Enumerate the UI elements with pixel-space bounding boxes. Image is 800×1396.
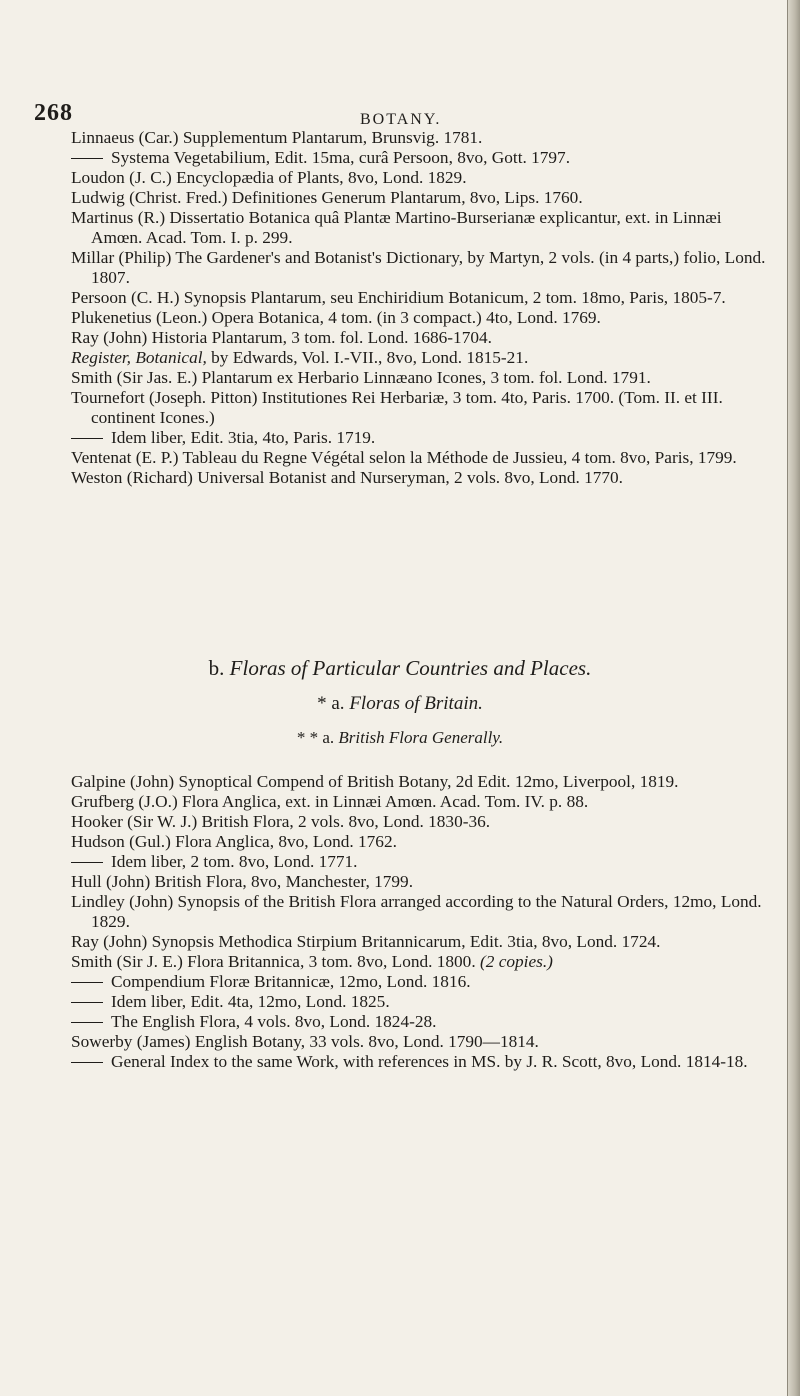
- entry-text: Smith (Sir J. E.) Flora Britannica, 3 tom. 8vo, Lond. 1800.: [71, 952, 476, 971]
- bibliography-entry: [71, 812, 771, 832]
- entry-text: Martinus (R.) Dissertatio Botanica quâ Plantæ Martino-Burserianæ explicantur, ext. in Linnæi Amœn. Acad. Tom. I. p. 299.: [71, 208, 722, 247]
- heading-aa: [0, 728, 800, 748]
- entry-text: Hull (John) British Flora, 8vo, Manchester, 1799.: [71, 872, 414, 891]
- bibliography-entry: [71, 348, 771, 368]
- entry-note: (2 copies.): [475, 952, 553, 971]
- bibliography-entry: [71, 852, 771, 872]
- heading-aa-prefix: * * a.: [296, 728, 335, 747]
- entry-text: Systema Vegetabilium, Edit. 15ma, curâ Persoon, 8vo, Gott. 1797.: [111, 148, 571, 167]
- entry-text: Smith (Sir Jas. E.) Plantarum ex Herbario Linnæano Icones, 3 tom. fol. Lond. 1791.: [71, 368, 651, 387]
- bibliography-entry: [71, 992, 771, 1012]
- bibliography-entry: [71, 792, 771, 812]
- entry-text: The English Flora, 4 vols. 8vo, Lond. 1824-28.: [111, 1012, 437, 1031]
- entry-text: Galpine (John) Synoptical Compend of British Botany, 2d Edit. 12mo, Liverpool, 1819.: [71, 772, 679, 791]
- running-head: BOTANY.: [360, 111, 442, 128]
- entry-text: Compendium Floræ Britannicæ, 12mo, Lond. 1816.: [111, 972, 471, 991]
- heading-a-title: Floras of Britain.: [349, 693, 483, 714]
- page-number: 268: [34, 100, 73, 126]
- bibliography-entry: [71, 952, 771, 972]
- entry-text: Hudson (Gul.) Flora Anglica, 8vo, Lond. 1762.: [71, 832, 397, 851]
- bibliography-entry: [71, 148, 771, 168]
- entry-text: Linnaeus (Car.) Supplementum Plantarum, Brunsvig. 1781.: [71, 128, 483, 147]
- entry-text: General Index to the same Work, with references in MS. by J. R. Scott, 8vo, Lond. 1814-18.: [111, 1052, 748, 1071]
- bibliography-entry: [71, 328, 771, 348]
- ditto-dash: [71, 982, 103, 983]
- ditto-dash: [71, 862, 103, 863]
- heading-a-prefix: * a.: [317, 693, 345, 714]
- general-entries: [71, 128, 771, 488]
- entry-text: Millar (Philip) The Gardener's and Botanist's Dictionary, by Martyn, 2 vols. (in 4 parts,) folio, Lond. 1807.: [71, 248, 766, 287]
- bibliography-entry: [71, 1012, 771, 1032]
- entry-text: Ray (John) Synopsis Methodica Stirpium Britannicarum, Edit. 3tia, 8vo, Lond. 1724.: [71, 932, 661, 951]
- entry-text: Hooker (Sir W. J.) British Flora, 2 vols. 8vo, Lond. 1830-36.: [71, 812, 491, 831]
- heading-b: [0, 656, 800, 681]
- bibliography-entry: [71, 468, 771, 488]
- bibliography-entry: [71, 188, 771, 208]
- entry-text: Persoon (C. H.) Synopsis Plantarum, seu Enchiridium Botanicum, 2 tom. 18mo, Paris, 1805-7.: [71, 288, 726, 307]
- entry-text: Idem liber, Edit. 3tia, 4to, Paris. 1719.: [111, 428, 376, 447]
- entry-text: Lindley (John) Synopsis of the British Flora arranged according to the Natural Orders, 12mo, Lond. 1829.: [71, 892, 762, 931]
- bibliography-entry: [71, 932, 771, 952]
- ditto-dash: [71, 1022, 103, 1023]
- british-entries: [71, 772, 771, 1072]
- entry-text: Loudon (J. C.) Encyclopædia of Plants, 8vo, Lond. 1829.: [71, 168, 467, 187]
- entry-text: Plukenetius (Leon.) Opera Botanica, 4 tom. (in 3 compact.) 4to, Lond. 1769.: [71, 308, 601, 327]
- bibliography-entry: [71, 872, 771, 892]
- entry-text: Weston (Richard) Universal Botanist and Nurseryman, 2 vols. 8vo, Lond. 1770.: [71, 468, 623, 487]
- entry-text: by Edwards, Vol. I.-VII., 8vo, Lond. 1815-21.: [206, 348, 529, 367]
- ditto-dash: [71, 158, 103, 159]
- bibliography-entry: [71, 772, 771, 792]
- bibliography-entry: [71, 832, 771, 852]
- heading-a: [0, 693, 800, 715]
- entry-text: Ludwig (Christ. Fred.) Definitiones Generum Plantarum, 8vo, Lips. 1760.: [71, 188, 583, 207]
- bibliography-entry: [71, 388, 771, 428]
- entry-text: Ventenat (E. P.) Tableau du Regne Végétal selon la Méthode de Jussieu, 4 tom. 8vo, Paris, 1799.: [71, 448, 737, 467]
- bibliography-entry: [71, 368, 771, 388]
- bibliography-entry: [71, 448, 771, 468]
- bibliography-entry: [71, 972, 771, 992]
- heading-b-title: Floras of Particular Countries and Places.: [229, 656, 592, 680]
- entry-text: Idem liber, 2 tom. 8vo, Lond. 1771.: [111, 852, 358, 871]
- bibliography-entry: [71, 168, 771, 188]
- ditto-dash: [71, 438, 103, 439]
- bibliography-entry: [71, 308, 771, 328]
- heading-aa-title: British Flora Generally.: [338, 728, 504, 747]
- entry-text: Grufberg (J.O.) Flora Anglica, ext. in Linnæi Amœn. Acad. Tom. IV. p. 88.: [71, 792, 589, 811]
- entry-text: Ray (John) Historia Plantarum, 3 tom. fol. Lond. 1686-1704.: [71, 328, 492, 347]
- entry-text: Sowerby (James) English Botany, 33 vols. 8vo, Lond. 1790—1814.: [71, 1032, 539, 1051]
- bibliography-entry: [71, 128, 771, 148]
- bibliography-entry: [71, 892, 771, 932]
- entry-italic-title: Register, Botanical,: [71, 348, 207, 367]
- bibliography-entry: [71, 288, 771, 308]
- bibliography-entry: [71, 208, 771, 248]
- entry-text: Idem liber, Edit. 4ta, 12mo, Lond. 1825.: [111, 992, 390, 1011]
- entry-text: Tournefort (Joseph. Pitton) Institutiones Rei Herbariæ, 3 tom. 4to, Paris. 1700. (Tom. II. et III. continent Icones.): [71, 388, 723, 427]
- bibliography-entry: [71, 428, 771, 448]
- heading-b-prefix: b.: [208, 656, 225, 680]
- bibliography-entry: [71, 1052, 771, 1072]
- bibliography-entry: [71, 1032, 771, 1052]
- ditto-dash: [71, 1062, 103, 1063]
- ditto-dash: [71, 1002, 103, 1003]
- bibliography-entry: [71, 248, 771, 288]
